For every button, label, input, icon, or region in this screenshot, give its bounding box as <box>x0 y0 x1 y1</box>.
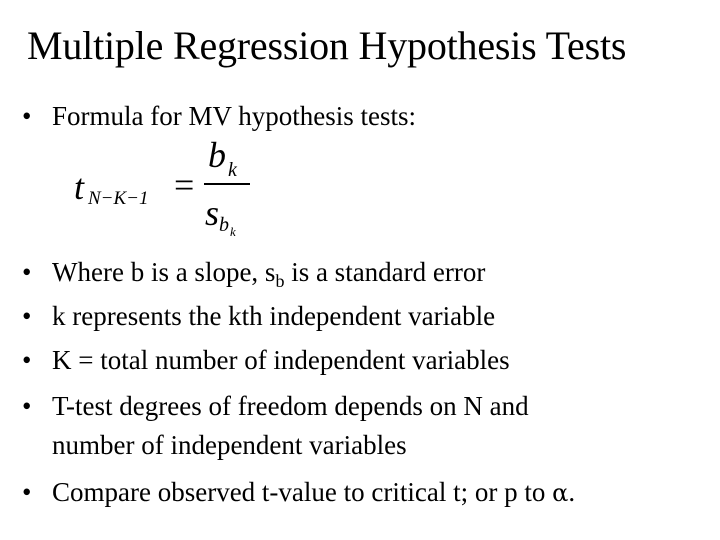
bullet-text: Formula for MV hypothesis tests: <box>52 101 416 131</box>
formula-fraction-bar <box>204 183 250 185</box>
bullet-text-after: . <box>568 477 576 507</box>
formula-lhs-subscript: N−K−1 <box>88 188 149 209</box>
bullet-icon: • <box>22 391 32 421</box>
bullet-icon: • <box>22 345 32 375</box>
slide-title: Multiple Regression Hypothesis Tests <box>27 23 627 68</box>
formula-denominator-subsubscript: k <box>230 224 236 239</box>
bullet-text: K = total number of independent variables <box>52 345 510 375</box>
formula-denominator: s <box>205 193 220 233</box>
formula-equals-sign: = <box>174 165 195 205</box>
bullet-text-line1: T-test degrees of freedom depends on N and <box>52 391 529 421</box>
t-statistic-formula <box>74 136 264 240</box>
bullet-text: k represents the kth independent variable <box>52 301 496 331</box>
formula-lhs: t <box>74 167 85 207</box>
bullet-icon: • <box>22 101 32 131</box>
alpha-symbol: α <box>552 479 569 507</box>
bullet-icon: • <box>22 477 32 507</box>
bullet-text <box>52 257 485 297</box>
bullet-text-before: Where b is a slope, s <box>52 257 276 287</box>
bullet-subscript: b <box>275 271 285 291</box>
bullet-icon: • <box>22 301 32 331</box>
formula-denominator-subscript: b <box>219 214 229 236</box>
bullet-text-before: Compare observed t-value to critical t; or p to <box>52 477 553 507</box>
bullet-text-line2: number of independent variables <box>52 430 407 460</box>
formula-numerator: b <box>208 135 226 175</box>
bullet-text-after: is a standard error <box>284 257 486 287</box>
formula-numerator-subscript: k <box>228 159 237 181</box>
bullet-text <box>52 477 575 509</box>
bullet-icon: • <box>22 257 32 287</box>
